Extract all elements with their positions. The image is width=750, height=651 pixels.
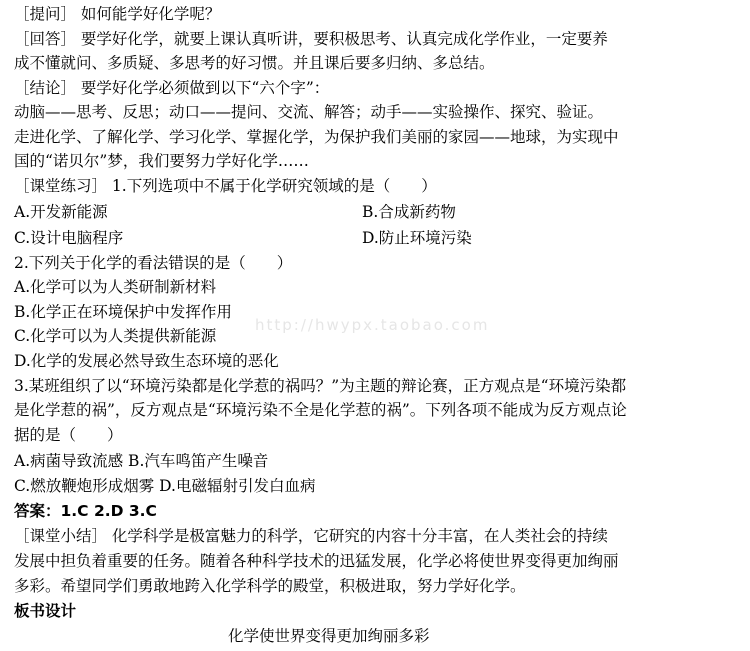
answer-key: 答案：1.C 2.D 3.C: [14, 502, 157, 520]
summary-line-1: ［课堂小结］ 化学科学是极富魅力的科学，它研究的内容十分丰富，在人类社会的持续: [14, 527, 608, 545]
conclusion-detail-line: 动脑——思考、反思；动口——提问、交流、解答；动手——实验操作、探究、验证。: [14, 103, 604, 121]
q2-option-c: C.化学可以为人类提供新能源: [14, 327, 217, 345]
q3-options-cd: C.燃放鞭炮形成烟雾 D.电磁辐射引发白血病: [14, 477, 316, 495]
q1-option-b: B.合成新药物: [362, 203, 456, 221]
q2-stem: 2.下列关于化学的看法错误的是（ ）: [14, 254, 293, 272]
q3-stem-line-1: 3.某班组织了以“环境污染都是化学惹的祸吗？”为主题的辩论赛，正方观点是“环境污染都: [14, 377, 627, 395]
summary-line-3: 多彩。希望同学们勇敢地跨入化学科学的殿堂，积极进取，努力学好化学。: [14, 577, 526, 595]
answer-line-2: 成不懂就问、多质疑、多思考的好习惯。并且课后要多归纳、多总结。: [14, 54, 495, 72]
q1-option-d: D.防止环境污染: [362, 229, 472, 247]
q2-option-b: B.化学正在环境保护中发挥作用: [14, 303, 232, 321]
practice-q1-stem: ［课堂练习］ 1.下列选项中不属于化学研究领域的是（ ）: [14, 177, 437, 195]
summary-line-2: 发展中担负着重要的任务。随着各种科学技术的迅猛发展，化学必将使世界变得更加绚丽: [14, 552, 619, 570]
q3-stem-line-2: 是化学惹的祸”，反方观点是“环境污染不全是化学惹的祸”。下列各项不能成为反方观点论: [14, 401, 627, 419]
q2-option-d: D.化学的发展必然导致生态环境的恶化: [14, 352, 279, 370]
paragraph-line-1: 走进化学、了解化学、学习化学、掌握化学，为保护我们美丽的家园——地球，为实现中: [14, 128, 619, 146]
answer-line-1: ［回答］ 要学好化学，就要上课认真听讲，要积极思考、认真完成化学作业，一定要养: [14, 30, 608, 48]
board-design-heading: 板书设计: [14, 602, 77, 620]
q3-stem-line-3: 据的是（ ）: [14, 426, 123, 444]
q1-option-a: A.开发新能源: [14, 203, 108, 221]
board-design-title: 化学使世界变得更加绚丽多彩: [228, 627, 430, 645]
paragraph-line-2: 国的“诺贝尔”梦，我们要努力学好化学……: [14, 152, 309, 170]
conclusion-line: ［结论］ 要学好化学必须做到以下“六个字”：: [14, 79, 330, 97]
question-line: ［提问］ 如何能学好化学呢？: [14, 5, 221, 23]
q1-option-c: C.设计电脑程序: [14, 229, 124, 247]
q3-options-ab: A.病菌导致流感 B.汽车鸣笛产生噪音: [14, 452, 269, 470]
watermark: http://hwypx.taobao.com: [255, 316, 490, 334]
q2-option-a: A.化学可以为人类研制新材料: [14, 278, 217, 296]
